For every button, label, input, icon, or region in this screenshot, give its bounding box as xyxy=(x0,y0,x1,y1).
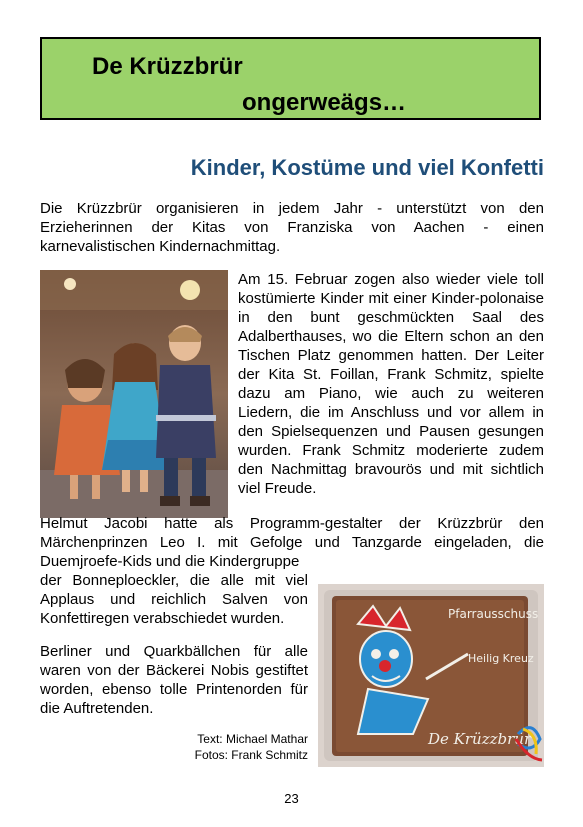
credit-text-author: Text: Michael Mathar xyxy=(197,732,308,746)
page-number: 23 xyxy=(284,791,299,806)
paragraph-sponsor: Berliner und Quarkbällchen für alle waren von der Bäckerei Nobis gestiftet worden, ebenso tolle Printenorden für die Auftretenden. xyxy=(40,643,308,717)
paragraph-program: Helmut Jacobi hatte als Programm-gestalter der Krüzzbrür den Märchenprinzen Leo I. mit Gefolge und Tanzgarde eingeladen, die Duemjroefe-Kids und die Kindergruppe xyxy=(40,515,544,570)
paragraph-intro: Die Krüzzbrür organisieren in jedem Jahr - unterstützt von den Erzieherinnen der Kitas von Franziska von Aachen - einen karnevalistischen Kindernachmittag. xyxy=(40,200,544,255)
cake-text-top: Pfarrausschuss xyxy=(448,607,539,621)
banner-title-line1: De Krüzzbrür xyxy=(92,53,243,80)
cake-text-bottom: De Krüzzbrür xyxy=(428,730,532,748)
credit-photo-author: Fotos: Frank Schmitz xyxy=(194,748,308,762)
paragraph-program-cont: der Bonneploeckler, die alle mit viel Applaus und reichlich Salven von Konfettiregen verabschiedet wurden. xyxy=(40,572,308,627)
article-title: Kinder, Kostüme und viel Konfetti xyxy=(190,155,544,180)
banner-title-line2: ongerweägs… xyxy=(242,89,407,116)
cake-photo xyxy=(318,584,544,767)
header-banner xyxy=(40,37,541,120)
paragraph-event: Am 15. Februar zogen also wieder viele toll kostümierte Kinder mit einer Kinder-polonaise in den bunt geschmückten Saal des Adalberthauses, wo die Eltern schon an den Tischen Platz genommen hatten. Der Leiter der Kita St. Foillan, Frank Schmitz, spielte dazu am Piano, wie auch zu weiteren Liedern, die im Anschluss und vor allem in den Spielsequenzen und Pausen gesungen wurden. Frank Schmitz moderierte zudem den Nachmittag bravourös und mit sichtlich viel Freude. xyxy=(238,271,544,497)
credits xyxy=(195,731,308,763)
children-costume-photo xyxy=(40,270,228,518)
cake-text-mid: Heilig Kreuz xyxy=(468,652,534,665)
